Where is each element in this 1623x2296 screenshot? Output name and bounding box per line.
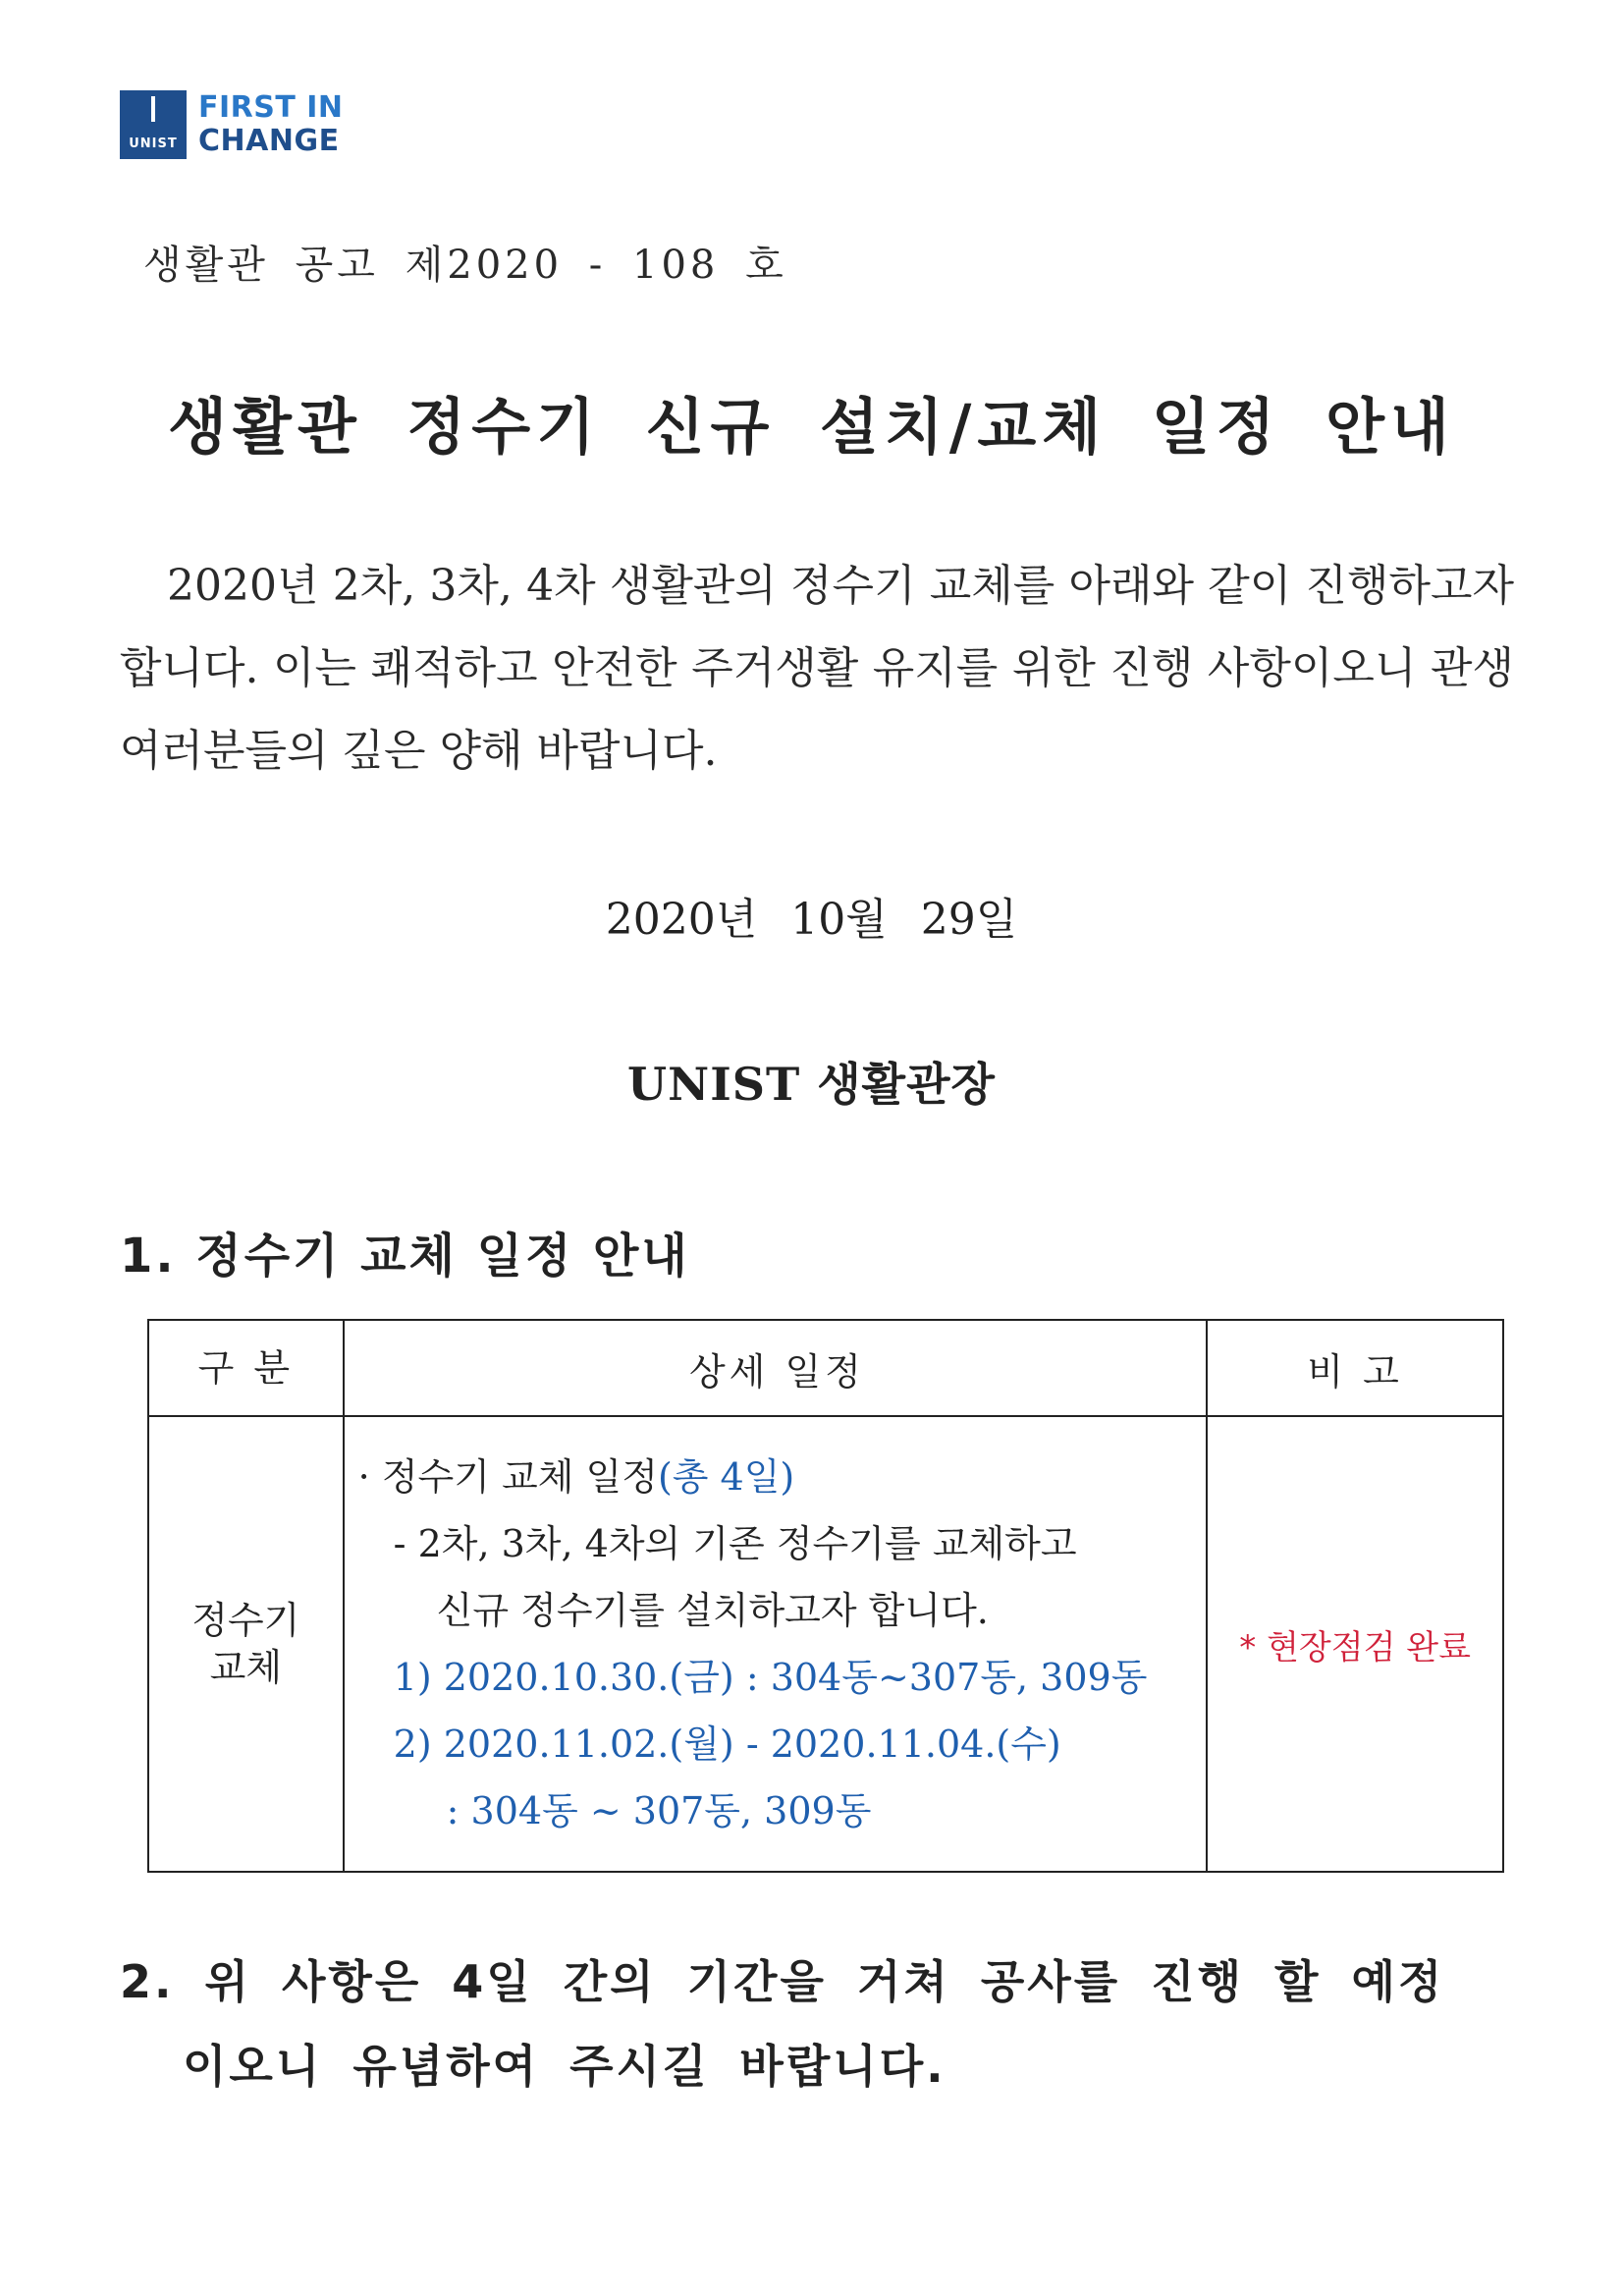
note-cell <box>1207 1416 1503 1872</box>
detail-cell <box>344 1416 1208 1872</box>
intro-paragraph <box>120 545 1514 793</box>
section-2 <box>120 1940 1524 2108</box>
header-detail: 상세 일정 <box>344 1320 1208 1416</box>
detail-bullet-highlight: (총 4일) <box>657 1455 795 1499</box>
detail-bullet-text: · 정수기 교체 일정 <box>357 1455 658 1499</box>
section-2-line-2: 이오니 유념하여 주시길 바랍니다. <box>183 2040 947 2093</box>
section-1-heading: 1. 정수기 교체 일정 안내 <box>120 1229 690 1284</box>
schedule-table <box>147 1319 1504 1873</box>
detail-dash-line-2: 신규 정수기를 설치하고자 합니다. <box>436 1589 989 1632</box>
table-header-row <box>148 1320 1503 1416</box>
logo-mark-text: UNIST <box>129 137 178 151</box>
unist-logo-mark <box>120 90 187 159</box>
detail-schedule-2: 2) 2020.11.02.(월) - 2020.11.04.(수) <box>393 1722 1061 1766</box>
detail-schedule-1: 1) 2020.10.30.(금) : 304동~307동, 309동 <box>393 1656 1148 1699</box>
category-line-1: 정수기 <box>191 1599 300 1642</box>
table-row <box>148 1416 1503 1872</box>
intro-text: 2020년 2차, 3차, 4차 생활관의 정수기 교체를 아래와 같이 진행하고자 합니다. 이는 쾌적하고 안전한 주거생활 유지를 위한 진행 사항이오니 관생 여러분들의 깊은 양해 바랍니다. <box>120 561 1514 776</box>
issuer: UNIST 생활관장 <box>627 1058 996 1111</box>
note-text: * 현장점검 완료 <box>1239 1627 1471 1667</box>
slogan-line-2: CHANGE <box>198 124 340 158</box>
header-note: 비 고 <box>1207 1320 1503 1416</box>
section-2-line-1: 2. 위 사항은 4일 간의 기간을 거쳐 공사를 진행 할 예정 <box>120 1955 1445 2008</box>
detail-dash-line-1: - 2차, 3차, 4차의 기존 정수기를 교체하고 <box>393 1522 1077 1565</box>
notice-number: 생활관 공고 제2020 - 108 호 <box>143 243 787 288</box>
logo-slogan <box>198 91 344 158</box>
page-title: 생활관 정수기 신규 설치/교체 일정 안내 <box>168 391 1455 463</box>
detail-bullet <box>358 1444 1197 1510</box>
notice-date: 2020년 10월 29일 <box>605 895 1018 945</box>
detail-schedule-2-buildings: : 304동 ~ 307동, 309동 <box>446 1789 872 1832</box>
slogan-line-1: FIRST IN <box>198 90 344 125</box>
category-cell <box>148 1416 344 1872</box>
unist-logo <box>120 90 344 159</box>
category-line-2: 교체 <box>209 1646 283 1689</box>
header-category: 구 분 <box>148 1320 344 1416</box>
